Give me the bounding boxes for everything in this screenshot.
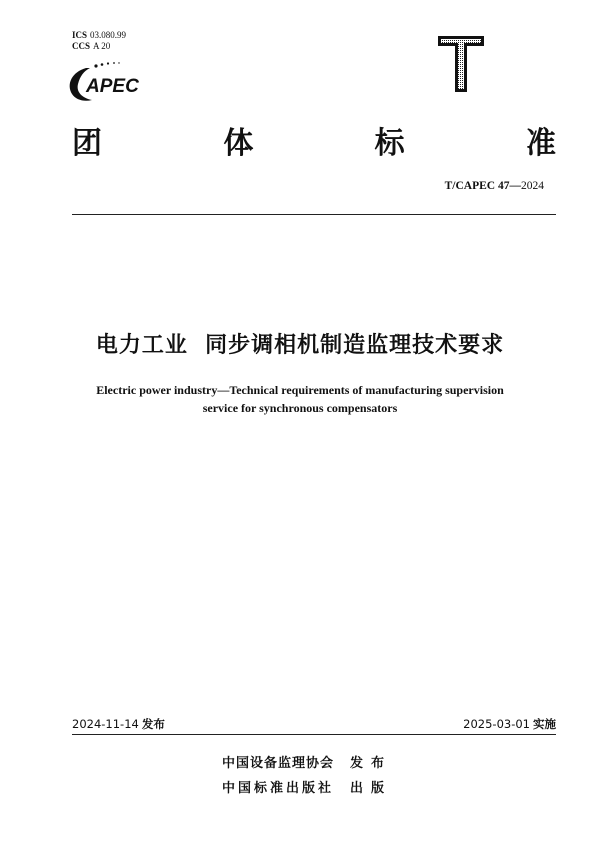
effective-date: 2025-03-01: [463, 717, 530, 731]
publisher-org-1: 中国设备监理协会: [222, 756, 335, 771]
header-rule: [72, 214, 556, 215]
effective-label: 实施: [533, 717, 556, 731]
document-category-title: [72, 118, 556, 161]
issue-label: 发布: [141, 717, 165, 731]
classification-codes: [72, 30, 126, 52]
english-title-line-2: service for synchronous compensators: [202, 401, 398, 415]
english-title: [0, 381, 600, 417]
publisher-action-1: 发布: [350, 756, 393, 771]
title-char-1: 团: [72, 126, 102, 161]
issue-date-block: [72, 716, 165, 732]
title-char-3: 标: [374, 126, 405, 161]
ics-label: ICS: [72, 30, 88, 40]
issue-date: 2024-11-14: [72, 717, 139, 731]
footer-rule: [72, 734, 556, 735]
publisher-action-2: 出版: [350, 781, 393, 796]
title-char-4: 准: [525, 126, 556, 161]
dates-row: [72, 716, 556, 732]
ccs-label: CCS: [72, 41, 91, 51]
publisher-org-2: 中国标准出版社: [222, 781, 335, 796]
effective-date-block: [463, 716, 556, 732]
capec-logo: [66, 58, 154, 104]
publisher-row-1: [222, 752, 392, 771]
ics-code: 03.080.99: [90, 30, 127, 40]
standard-year: 2024: [521, 180, 544, 192]
publisher-row-2: [222, 777, 392, 796]
english-title-line-1: Electric power industry—Technical requirements of manufacturing supervision: [96, 383, 504, 397]
chinese-title: 电力工业 同步调相机制造监理技术要求: [95, 333, 505, 358]
ccs-code: A 20: [93, 41, 111, 51]
ics-line: [72, 30, 126, 41]
standard-code: T/CAPEC 47—: [444, 180, 521, 192]
standard-type-mark: [436, 34, 486, 94]
ccs-line: [72, 41, 126, 52]
logo-text: APEC: [86, 76, 139, 97]
title-char-2: 体: [223, 126, 254, 161]
standard-number: [445, 180, 544, 192]
